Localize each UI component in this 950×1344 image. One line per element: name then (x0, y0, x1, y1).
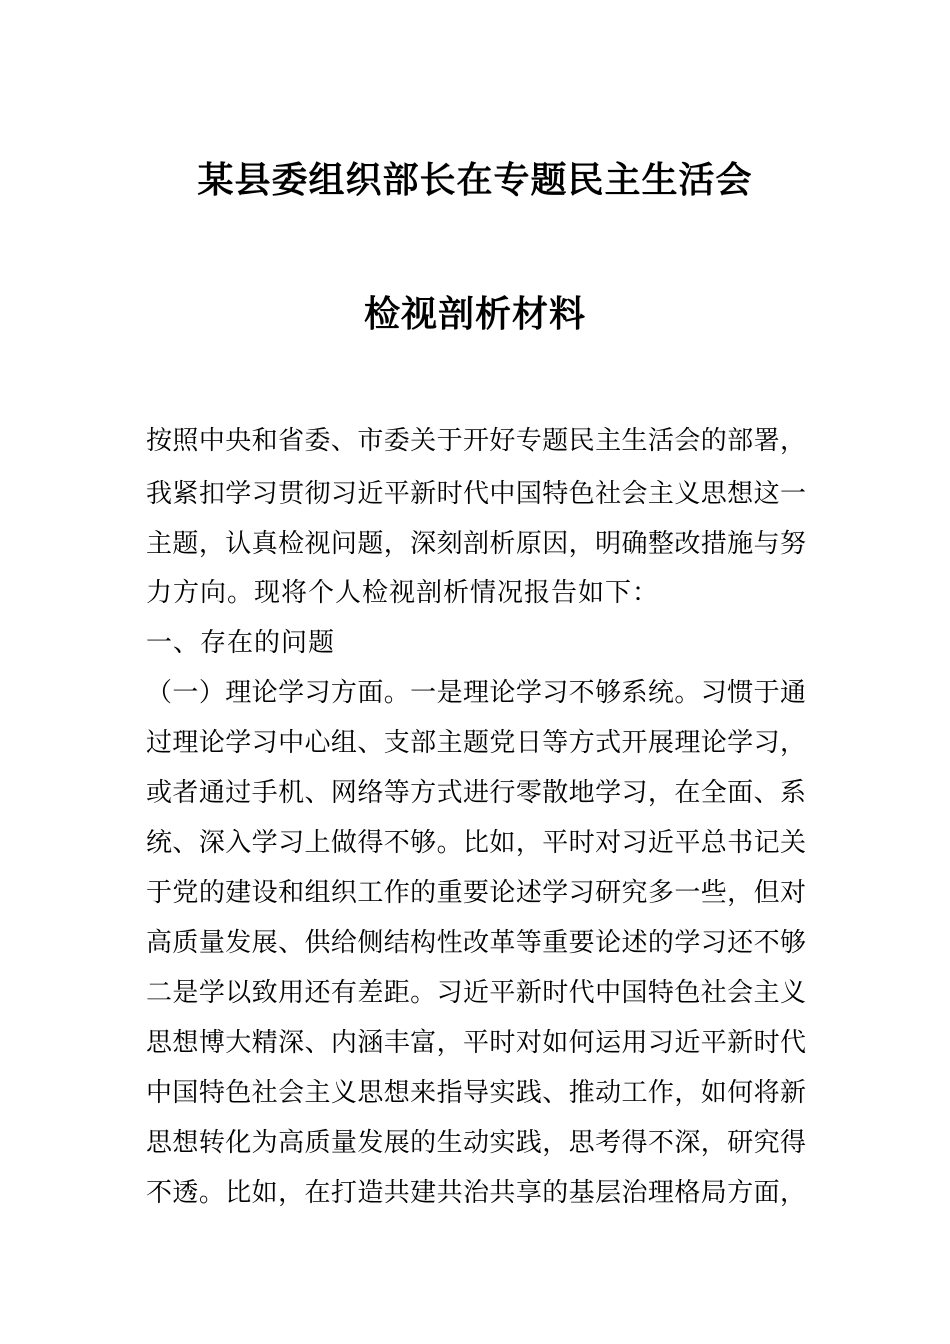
body-line: 过理论学习中心组、支部主题党日等方式开展理论学习， (146, 728, 806, 758)
document-title-line-2: 检视剖析材料 (363, 293, 586, 335)
body-line: （一）理论学习方面。一是理论学习不够系统。习惯于通 (146, 678, 806, 708)
section-heading: 一、存在的问题 (146, 628, 336, 658)
body-line: 统、深入学习上做得不够。比如，平时对习近平总书记关 (146, 828, 806, 858)
body-line: 或者通过手机、网络等方式进行零散地学习，在全面、系 (146, 778, 806, 808)
body-line: 不透。比如，在打造共建共治共享的基层治理格局方面， (146, 1178, 806, 1208)
body-line: 中国特色社会主义思想来指导实践、推动工作，如何将新 (146, 1078, 806, 1108)
body-line: 思想转化为高质量发展的生动实践，思考得不深，研究得 (146, 1128, 806, 1158)
body-line: 二是学以致用还有差距。习近平新时代中国特色社会主义 (146, 978, 806, 1008)
body-line: 思想博大精深、内涵丰富，平时对如何运用习近平新时代 (146, 1028, 806, 1058)
body-line: 主题，认真检视问题，深刻剖析原因，明确整改措施与努 (146, 529, 806, 559)
document-title-line-1: 某县委组织部长在专题民主生活会 (197, 159, 753, 201)
body-line: 我紧扣学习贯彻习近平新时代中国特色社会主义思想这一 (146, 479, 806, 509)
body-line: 高质量发展、供给侧结构性改革等重要论述的学习还不够 (146, 928, 806, 958)
body-line: 于党的建设和组织工作的重要论述学习研究多一些，但对 (146, 878, 806, 908)
body-line: 按照中央和省委、市委关于开好专题民主生活会的部署， (146, 426, 806, 456)
body-line: 力方向。现将个人检视剖析情况报告如下： (146, 578, 660, 608)
